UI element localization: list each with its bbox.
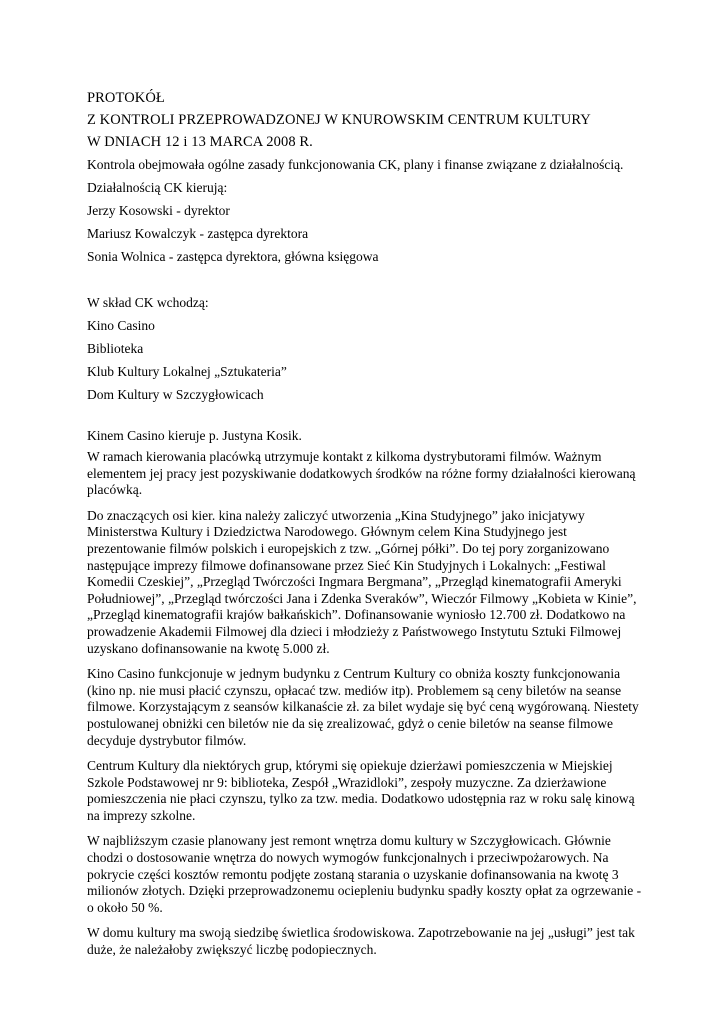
leader-item: Sonia Wolnica - zastępca dyrektora, główna księgowa	[87, 249, 379, 264]
title-line-2: Z KONTROLI PRZEPROWADZONEJ W KNUROWSKIM CENTRUM KULTURY	[87, 112, 591, 128]
title-line-3: W DNIACH 12 i 13 MARCA 2008 R.	[87, 134, 313, 150]
spacer	[87, 268, 647, 291]
leader-item: Mariusz Kowalczyk - zastępca dyrektora	[87, 226, 309, 241]
paragraph: Kino Casino funkcjonuje w jednym budynku z Centrum Kultury co obniża koszty funkcjonowania (kino np. nie musi płacić czynszu, opłacać tzw. mediów itp). Problemem są ceny biletów na seanse filmowe. Korzystającym z seansów kilkanaście zł. za bilet wydaje się być ceną wygórowaną. Niestety postulowanej obniżki cen biletów nie da się zrealizować, gdyż o cenie biletów na seanse filmowe decyduje dystrybutor filmów.	[87, 666, 639, 748]
unit-item: Biblioteka	[87, 341, 144, 356]
paragraph: Do znaczących osi kier. kina należy zaliczyć utworzenia „Kina Studyjnego” jako inicjatywy Ministerstwa Kultury i Dziedzictwa Narodowego. Głównym celem Kina Studyjnego jest prezentowanie filmów polskich i europejskich z tzw. „Górnej półki”. Do tej pory zorganizowano następujące imprezy filmowe dofinansowane przez Sieć Kin Studyjnych i Lokalnych: „Festiwal Komedii Czeskiej”, „Przegląd Twórczości Ingmara Bergmana”, „Przegląd kinematografii Ameryki Południowej”, „Przegląd twórczości Jana i Zdenka Sveraków”, Wieczór Filmowy „Kobieta w Kinie”, „Przegląd kinematografii krajów bałkańskich”. Dofinansowanie wyniosło 12.700 zł. Dodatkowo na prowadzenie Akademii Filmowej dla dzieci i młodzieży z Państwowego Instytutu Sztuki Filmowej uzyskano dofinansowanie na kwotę 5.000 zł.	[87, 507, 637, 656]
leader-item: Jerzy Kosowski - dyrektor	[87, 203, 230, 218]
paragraph: W ramach kierowania placówką utrzymuje kontakt z kilkoma dystrybutorami filmów. Ważnym elementem jej pracy jest pozyskiwanie dodatkowych środków na różne formy działalności kierowaną placówką.	[87, 449, 636, 498]
leaders-heading: Działalnością CK kierują:	[87, 180, 228, 195]
paragraph: W domu kultury ma swoją siedzibę świetlica środowiskowa. Zapotrzebowanie na jej „usługi” jest tak duże, że należałoby zwiększyć liczbę podopiecznych.	[87, 925, 635, 958]
intro-text: Kontrola obejmowała ogólne zasady funkcjonowania CK, plany i finanse związane z działalnością.	[87, 157, 624, 172]
unit-item: Klub Kultury Lokalnej „Sztukateria”	[87, 364, 287, 379]
unit-item: Kino Casino	[87, 318, 155, 333]
unit-item: Dom Kultury w Szczygłowicach	[87, 387, 264, 402]
units-heading: W skład CK wchodzą:	[87, 295, 209, 310]
title-line-1: PROTOKÓŁ	[87, 90, 165, 106]
paragraph: W najbliższym czasie planowany jest remont wnętrza domu kultury w Szczygłowicach. Głównie chodzi o dostosowanie wnętrza do nowych wymogów funkcjonalnych i przeciwpożarowych. Na pokrycie części kosztów remontu podjęte zostaną starania o uzyskanie dofinansowania na kwotę 3 milionów złotych. Dzięki przeprowadzonemu ociepleniu budynku spadły koszty opłat za ogrzewanie - o około 50 %.	[87, 833, 642, 915]
spacer	[87, 406, 647, 424]
document-body	[87, 87, 647, 968]
cinema-lead: Kinem Casino kieruje p. Justyna Kosik.	[87, 428, 302, 443]
paragraph: Centrum Kultury dla niektórych grup, którymi się opiekuje dzierżawi pomieszczenia w Miejskiej Szkole Podstawowej nr 9: biblioteka, Zespół „Wrazidloki”, zespoły muzyczne. Za dzierżawione pomieszczenia nie płaci czynszu, tylko za tzw. media. Dodatkowo udostępnia raz w roku salę kinową na imprezy szkolne.	[87, 758, 635, 823]
